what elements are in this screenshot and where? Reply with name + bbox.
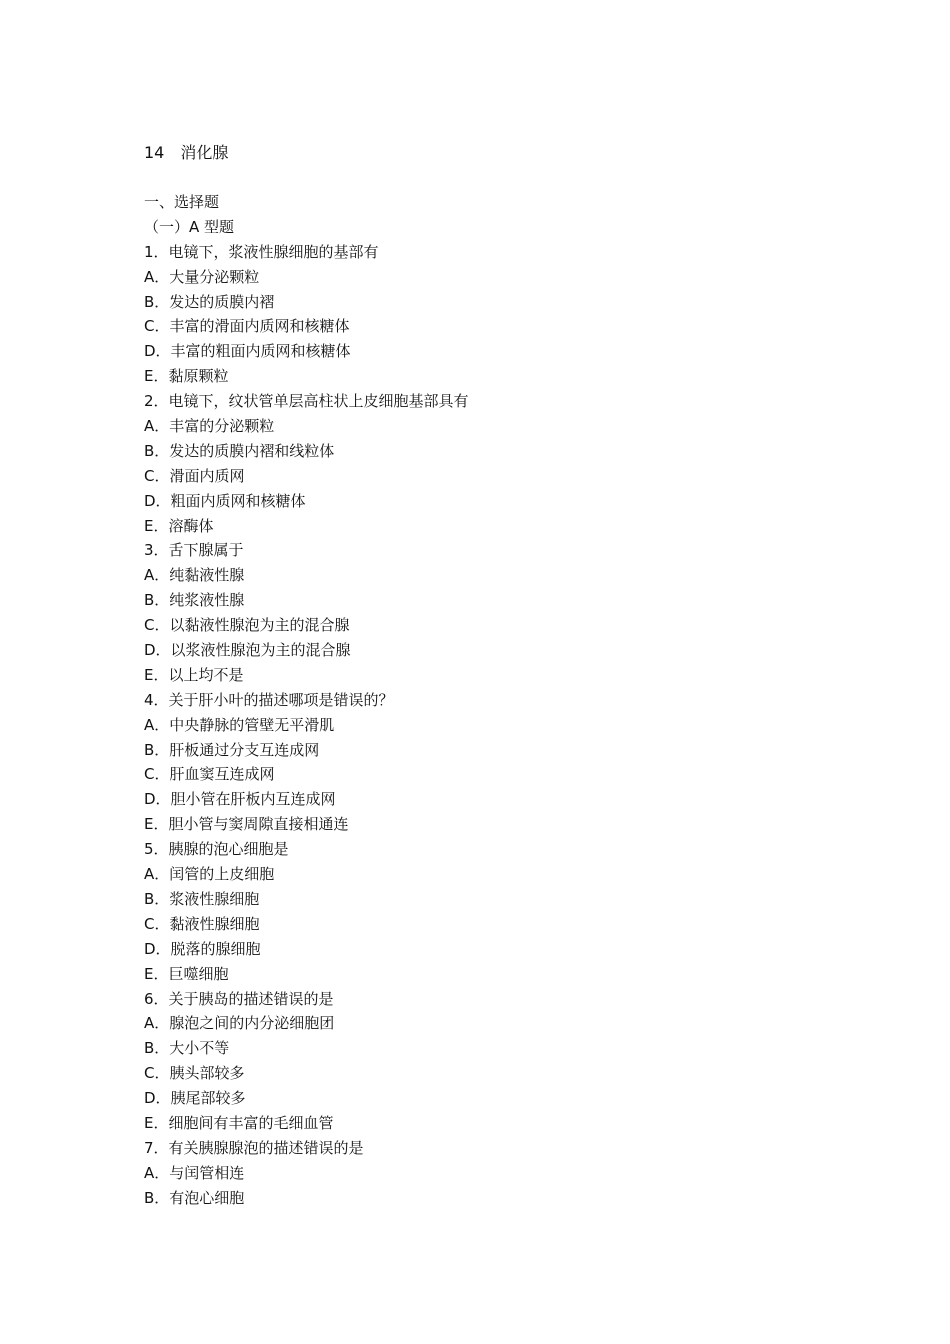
question-option: B．发达的质膜内褶 bbox=[144, 292, 275, 311]
question-option: A．大量分泌颗粒 bbox=[144, 267, 260, 286]
question-block bbox=[144, 987, 864, 1136]
question-option: A．丰富的分泌颗粒 bbox=[144, 417, 275, 436]
question-option: A．纯黏液性腺 bbox=[144, 566, 245, 585]
question-block bbox=[144, 837, 864, 986]
question-option: E．细胞间有丰富的毛细血管 bbox=[144, 1113, 334, 1132]
question-option: D．脱落的腺细胞 bbox=[144, 939, 261, 958]
question-stem: 2．电镜下，纹状管单层高柱状上皮细胞基部具有 bbox=[144, 392, 469, 411]
question-option: E．胆小管与窦周隙直接相通连 bbox=[144, 815, 349, 834]
question-option: B．发达的质膜内褶和线粒体 bbox=[144, 441, 335, 460]
question-option: E．以上均不是 bbox=[144, 665, 244, 684]
question-stem: 3．舌下腺属于 bbox=[144, 541, 244, 560]
question-option: B．大小不等 bbox=[144, 1039, 230, 1058]
question-option: D．以浆液性腺泡为主的混合腺 bbox=[144, 641, 351, 660]
question-block bbox=[144, 1136, 864, 1211]
question-stem: 6．关于胰岛的描述错误的是 bbox=[144, 989, 334, 1008]
question-stem: 5．胰腺的泡心细胞是 bbox=[144, 840, 289, 859]
question-option: E．黏原颗粒 bbox=[144, 367, 229, 386]
question-option: C．滑面内质网 bbox=[144, 466, 245, 485]
question-block bbox=[144, 688, 864, 837]
question-option: B．纯浆液性腺 bbox=[144, 591, 245, 610]
question-option: B．肝板通过分支互连成网 bbox=[144, 740, 320, 759]
question-option: A．与闰管相连 bbox=[144, 1163, 245, 1182]
question-option: A．腺泡之间的内分泌细胞团 bbox=[144, 1014, 335, 1033]
question-block bbox=[144, 389, 864, 538]
question-option: D．胆小管在肝板内互连成网 bbox=[144, 790, 336, 809]
question-stem: 4．关于肝小叶的描述哪项是错误的？ bbox=[144, 690, 394, 709]
question-block bbox=[144, 538, 864, 687]
question-option: D．胰尾部较多 bbox=[144, 1089, 246, 1108]
section-heading: 一、选择题 bbox=[144, 193, 220, 211]
subsection-heading: （一）A 型题 bbox=[144, 217, 235, 236]
question-option: C．胰头部较多 bbox=[144, 1064, 245, 1083]
question-option: A．中央静脉的管壁无平滑肌 bbox=[144, 715, 335, 734]
question-option: D．丰富的粗面内质网和核糖体 bbox=[144, 342, 351, 361]
document-content bbox=[144, 190, 864, 1211]
question-option: D．粗面内质网和核糖体 bbox=[144, 491, 306, 510]
question-option: A．闰管的上皮细胞 bbox=[144, 865, 275, 884]
question-block bbox=[144, 240, 864, 389]
question-stem: 7．有关胰腺腺泡的描述错误的是 bbox=[144, 1138, 364, 1157]
question-option: E．溶酶体 bbox=[144, 516, 214, 535]
question-option: B．浆液性腺细胞 bbox=[144, 889, 260, 908]
question-option: C．肝血窦互连成网 bbox=[144, 765, 275, 784]
question-option: C．丰富的滑面内质网和核糖体 bbox=[144, 317, 350, 336]
question-option: C．以黏液性腺泡为主的混合腺 bbox=[144, 616, 350, 635]
question-option: C．黏液性腺细胞 bbox=[144, 914, 260, 933]
chapter-title: 14 消化腺 bbox=[144, 143, 229, 162]
question-option: B．有泡心细胞 bbox=[144, 1188, 245, 1207]
question-stem: 1．电镜下，浆液性腺细胞的基部有 bbox=[144, 242, 379, 261]
question-option: E．巨噬细胞 bbox=[144, 964, 229, 983]
